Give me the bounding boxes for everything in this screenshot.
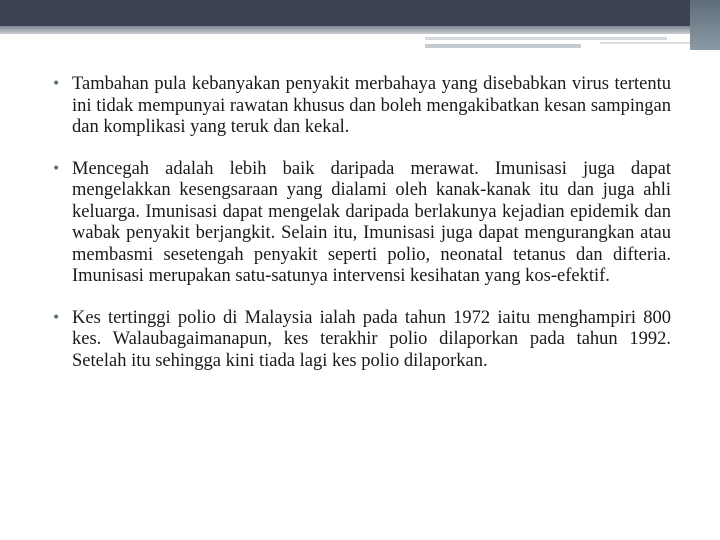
slide-corner-block (690, 0, 720, 50)
bullet-text: Tambahan pula kebanyakan penyakit merbahaya yang disebabkan virus tertentu ini tidak mempunyai rawatan khusus dan boleh mengakibatkan kesan sampingan dan komplikasi yang teruk dan kekal. (72, 74, 671, 137)
bullet-text: Kes tertinggi polio di Malaysia ialah pada tahun 1972 iaitu menghampiri 800 kes. Walaubagaimanapun, kes terakhir polio dilaporkan pada tahun 1992. Setelah itu sehingga kini tiada lagi kes polio dilaporkan. (72, 307, 671, 371)
bullet-text: Mencegah adalah lebih baik daripada merawat. Imunisasi juga dapat mengelakkan kesengsaraan yang dialami oleh kanak-kanak itu dan juga ahli keluarga. Imunisasi dapat mengelak daripada berlakunya kejadian epidemik dan wabak penyakit berjangkit. Selain itu, Imunisasi juga dapat mengurangkan atau membasmi sesetengah penyakit seperti polio, neonatal tetanus dan difteria. Imunisasi merupakan satu-satunya intervensi kesihatan yang kos-efektif. (72, 158, 671, 286)
slide-body (52, 74, 671, 392)
bullet-marker-icon: • (52, 160, 61, 177)
bullet-item-prevention (52, 159, 671, 288)
slide-header-bar (0, 0, 720, 26)
bullet-item-polio-cases (52, 308, 671, 373)
slide-accent-line (600, 42, 690, 44)
slide-accent-line (425, 44, 581, 48)
bullet-item-treatment (52, 74, 671, 139)
bullet-marker-icon: • (52, 309, 61, 326)
slide-accent-line (425, 37, 667, 40)
slide-header-edge (0, 26, 720, 34)
bullet-marker-icon: • (52, 76, 61, 92)
